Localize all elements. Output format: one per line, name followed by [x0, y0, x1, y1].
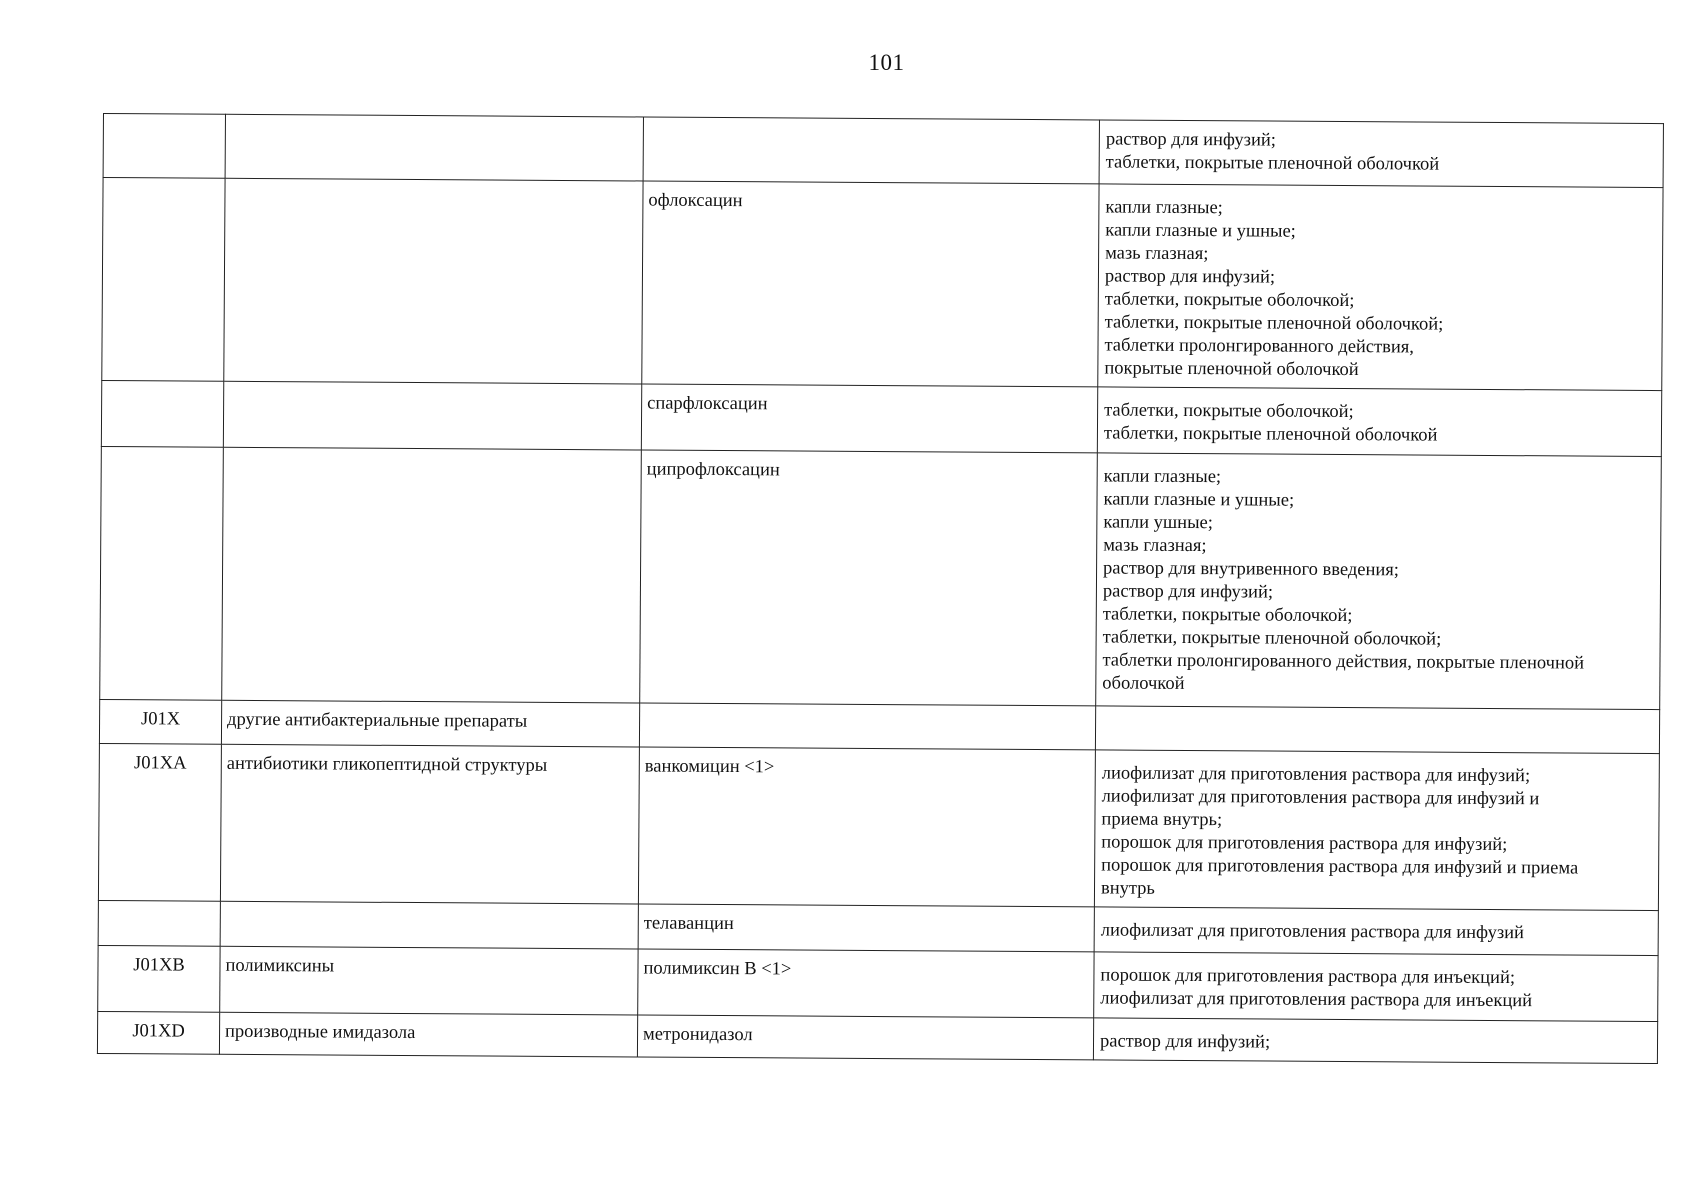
dosage-form: лиофилизат для приготовления раствора для инфузий;	[1101, 763, 1531, 787]
table-row	[102, 178, 1663, 391]
atc-group-cell: производные имидазола	[219, 1012, 637, 1057]
drug-name-cell: спарфлоксацин	[641, 384, 1097, 453]
table-row	[103, 114, 1663, 188]
dosage-forms-cell	[1094, 750, 1659, 911]
atc-code-cell	[102, 178, 225, 382]
atc-code-cell	[100, 446, 224, 700]
dosage-form: таблетки, покрытые пленочной оболочкой;	[1102, 627, 1442, 650]
atc-group-cell	[222, 447, 642, 703]
atc-code-cell	[98, 900, 220, 946]
dosage-forms-cell	[1096, 453, 1662, 710]
dosage-form: раствор для инфузий;	[1099, 1031, 1271, 1053]
atc-code-cell: J01XA	[98, 743, 221, 901]
atc-group-cell: полимиксины	[220, 946, 638, 1015]
dosage-form: капли ушные;	[1103, 512, 1213, 534]
atc-group-cell: антибиотики гликопептидной структуры	[220, 744, 639, 904]
dosage-form: таблетки, покрытые пленочной оболочкой	[1103, 423, 1438, 446]
dosage-form: мазь глазная;	[1103, 535, 1207, 557]
dosage-form: капли глазные;	[1103, 466, 1222, 488]
dosage-form: капли глазные;	[1105, 197, 1223, 219]
dosage-forms-cell	[1098, 184, 1663, 391]
dosage-form: капли глазные и ушные;	[1103, 489, 1295, 511]
dosage-form: лиофилизат для приготовления раствора для инъекций	[1100, 988, 1533, 1012]
dosage-form: раствор для внутривенного введения;	[1103, 558, 1400, 581]
table-row	[100, 446, 1662, 709]
dosage-form: порошок для приготовления раствора для инфузий и приема	[1101, 855, 1579, 879]
dosage-form: раствор для инфузий;	[1105, 129, 1277, 151]
table-row	[97, 1011, 1657, 1063]
dosage-form: таблетки, покрытые оболочкой;	[1104, 289, 1355, 312]
dosage-form: таблетки, покрытые пленочной оболочкой;	[1104, 312, 1444, 335]
page-number: 101	[868, 50, 905, 75]
drug-name-cell: телаванцин	[638, 904, 1094, 952]
table-row	[98, 945, 1658, 1021]
atc-code-cell	[101, 380, 223, 447]
dosage-forms-cell	[1093, 1018, 1657, 1064]
dosage-form: капли глазные и ушные;	[1105, 220, 1296, 242]
table-body	[97, 114, 1663, 1064]
drug-name-cell	[639, 703, 1095, 750]
atc-code-cell: J01X	[99, 699, 221, 744]
atc-group-cell	[225, 114, 643, 181]
dosage-form: таблетки, покрытые пленочной оболочкой	[1105, 152, 1440, 175]
dosage-form: оболочкой	[1102, 673, 1185, 694]
drug-name-cell	[643, 117, 1099, 184]
dosage-forms-cell	[1097, 387, 1661, 457]
dosage-form: таблетки, покрытые оболочкой;	[1102, 604, 1353, 627]
dosage-form: таблетки пролонгированного действия,	[1104, 335, 1414, 358]
dosage-form: раствор для инфузий;	[1102, 581, 1274, 603]
atc-group-cell	[223, 381, 641, 450]
dosage-forms-cell	[1099, 120, 1663, 188]
atc-group-cell: другие антибактериальные препараты	[221, 700, 639, 747]
atc-group-cell	[224, 178, 643, 384]
dosage-forms-cell	[1095, 706, 1659, 754]
table-row	[101, 380, 1661, 456]
dosage-forms-cell	[1094, 907, 1658, 956]
dosage-forms-cell	[1094, 952, 1658, 1022]
dosage-form: порошок для приготовления раствора для инфузий;	[1101, 832, 1508, 856]
dosage-form: приема внутрь;	[1101, 809, 1223, 831]
dosage-form: покрытые пленочной оболочкой	[1104, 358, 1359, 381]
drug-name-cell: ванкомицин <1>	[638, 747, 1095, 907]
drug-name-cell: ципрофлоксацин	[640, 450, 1098, 706]
dosage-form: порошок для приготовления раствора для инъекций;	[1100, 965, 1516, 989]
dosage-form: внутрь	[1100, 878, 1155, 899]
drug-name-cell: метронидазол	[637, 1015, 1093, 1060]
atc-group-cell	[220, 901, 638, 949]
atc-code-cell	[103, 114, 225, 179]
dosage-form: раствор для инфузий;	[1104, 266, 1276, 288]
dosage-form: таблетки, покрытые оболочкой;	[1104, 400, 1354, 423]
atc-code-cell: J01XD	[97, 1011, 219, 1054]
table-row	[98, 743, 1659, 910]
atc-code-cell: J01XB	[98, 945, 220, 1012]
dosage-form: лиофилизат для приготовления раствора для инфузий и	[1101, 786, 1540, 810]
dosage-form: лиофилизат для приготовления раствора для инфузий	[1100, 920, 1525, 944]
dosage-form: мазь глазная;	[1105, 243, 1209, 265]
drug-name-cell: полимиксин B <1>	[638, 949, 1094, 1018]
dosage-form: таблетки пролонгированного действия, покрытые пленочной	[1102, 650, 1585, 674]
drug-name-cell: офлоксацин	[642, 181, 1099, 387]
drug-table	[97, 113, 1664, 1064]
